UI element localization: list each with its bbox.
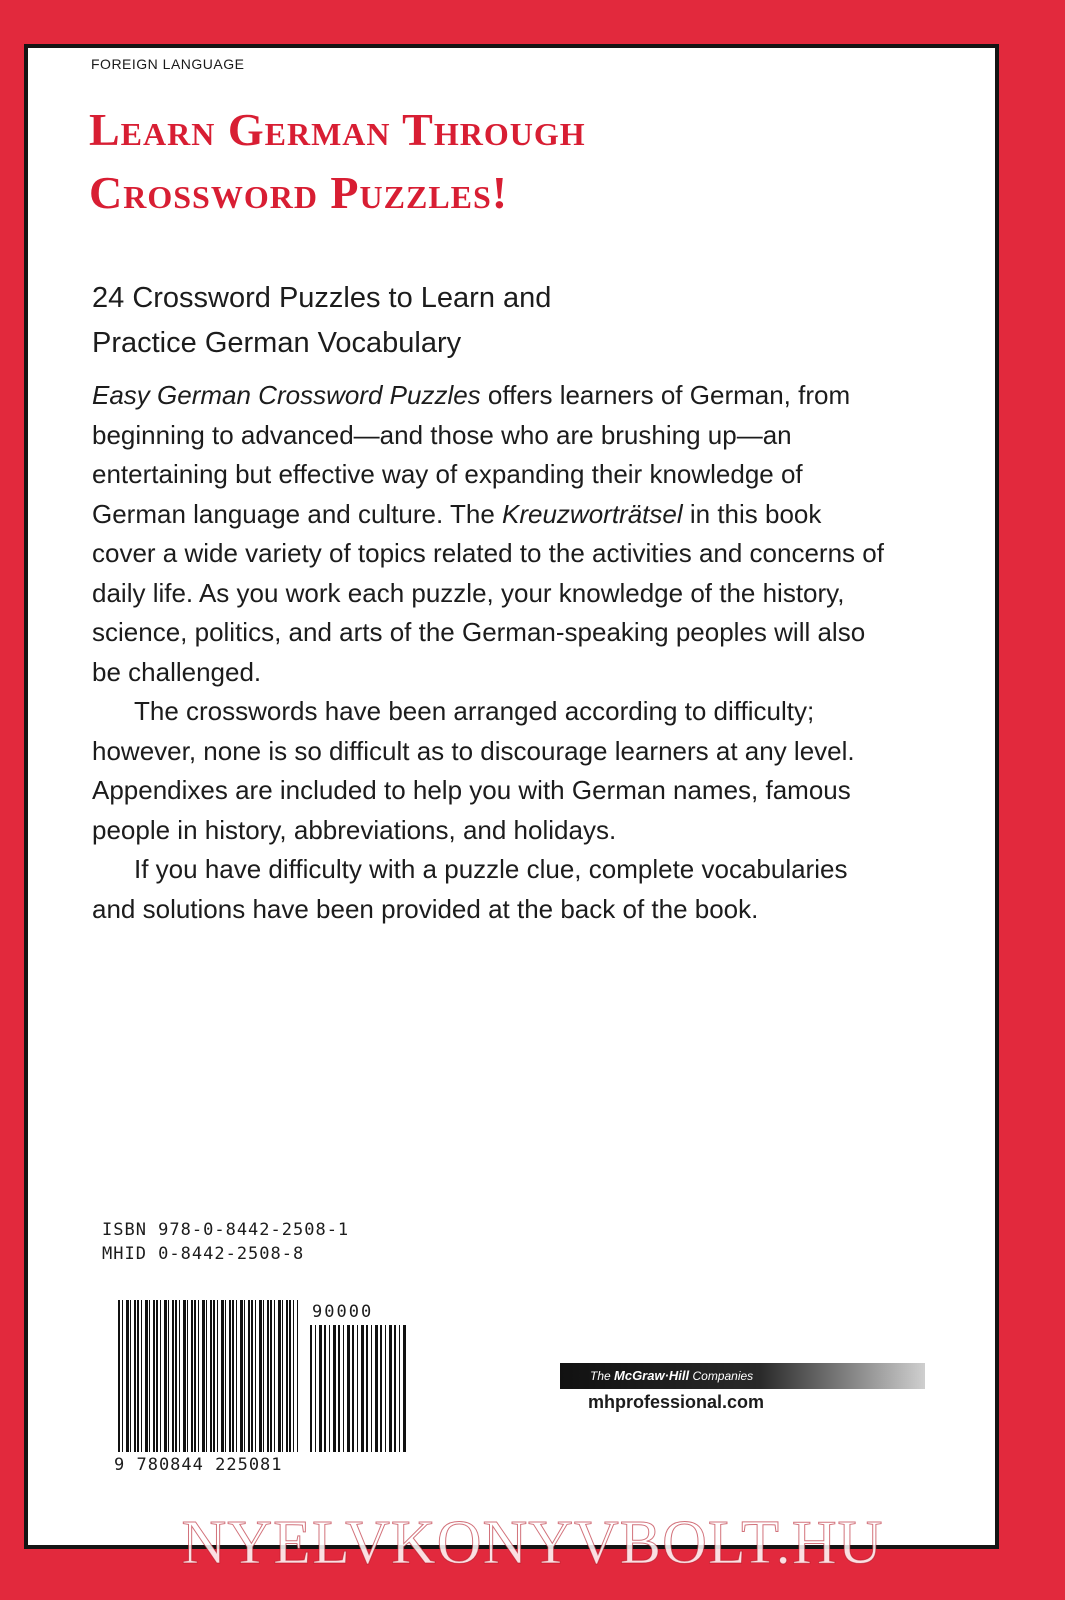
publisher-url: mhprofessional.com: [588, 1392, 765, 1412]
paragraph-1: [92, 376, 892, 692]
description: [92, 376, 892, 929]
paragraph-2: The crosswords have been arranged according to difficulty; however, none is so difficult as to discourage learners at any level. Appendixes are included to help you with German names, famous people in history, abbreviations, and holidays.: [92, 696, 855, 845]
mhid-line: MHID 0-8442-2508-8: [102, 1244, 305, 1264]
paragraph-1-part-a: offers learners of German, from beginning to advanced—and those who are brushing up—an entertaining but effective way of expanding their knowledge of German language and culture. The: [92, 380, 851, 529]
publisher-prefix: The: [590, 1369, 615, 1383]
subheading-line-1: 24 Crossword Puzzles to Learn and: [92, 282, 552, 314]
subheading-line-2: Practice German Vocabulary: [92, 327, 462, 359]
barcode-addon-image: [310, 1325, 406, 1452]
paragraph-3: If you have difficulty with a puzzle clue, complete vocabularies and solutions have been provided at the back of the book.: [92, 854, 848, 924]
publisher-suffix: Companies: [689, 1369, 754, 1383]
barcode-digits: 9 780844 225081: [114, 1455, 283, 1475]
barcode-image: [118, 1300, 298, 1452]
price-code: 90000: [312, 1302, 374, 1322]
headline: [89, 98, 909, 224]
paragraph-1-part-b: in this book cover a wide variety of topics related to the activities and concerns of daily life. As you work each puzzle, your knowledge of the history, science, politics, and arts of the German-speaking peoples will also be challenged.: [92, 498, 884, 687]
german-term: Kreuzworträtsel: [502, 498, 683, 529]
subheading: [92, 276, 792, 366]
publisher-logo-bar: [560, 1363, 925, 1389]
headline-line-2: Crossword Puzzles!: [89, 167, 509, 218]
category-label: FOREIGN LANGUAGE: [91, 56, 245, 72]
watermark: NYELVKONYVBOLT.HU: [181, 1509, 884, 1577]
isbn-line: ISBN 978-0-8442-2508-1: [102, 1220, 350, 1240]
publisher-name: McGraw·Hill: [614, 1368, 690, 1383]
book-title: Easy German Crossword Puzzles: [92, 380, 481, 410]
headline-line-1: Learn German Through: [89, 104, 586, 155]
